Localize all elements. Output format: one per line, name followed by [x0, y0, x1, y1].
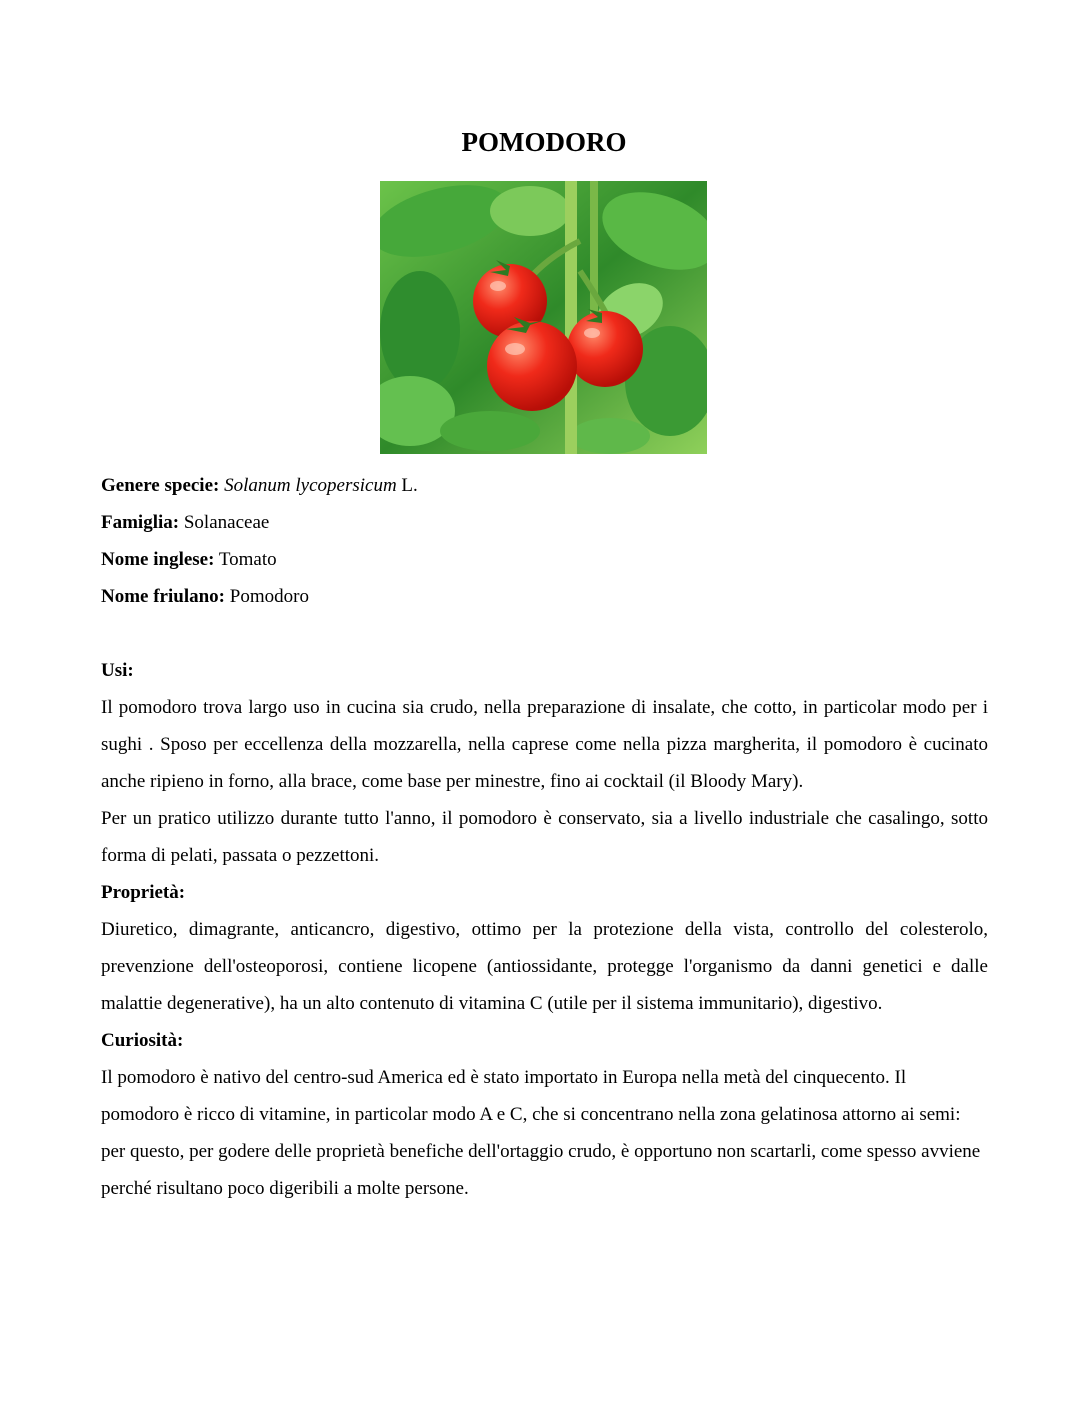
leaf: [440, 411, 540, 451]
curiosita-heading: Curiosità:: [101, 1030, 184, 1051]
highlight: [505, 343, 525, 355]
proprieta-paragraph: Diuretico, dimagrante, anticancro, digestivo, ottimo per la protezione della vista, controllo del colesterolo, prevenzione dell'osteoporosi, contiene licopene (antiossidante, protegge l'organismo da danni genetici e dalle malattie degenerative), ha un alto contenuto di vitamina C (utile per il sistema immunitario), digestivo.: [101, 919, 988, 1014]
leaf: [380, 271, 460, 391]
tomato: [487, 321, 577, 411]
proprieta-heading: Proprietà:: [101, 882, 186, 903]
highlight: [584, 328, 600, 338]
meta-friulano: Nome friulano: Pomodoro: [101, 586, 309, 607]
document-body: [101, 467, 988, 1207]
meta-famiglia: Famiglia: Solanaceae: [101, 512, 270, 533]
stem: [565, 181, 577, 454]
usi-paragraph-2: Per un pratico utilizzo durante tutto l'anno, il pomodoro è conservato, sia a livello industriale che casalingo, sotto forma di pelati, passata o pezzettoni.: [101, 808, 988, 866]
usi-heading: Usi:: [101, 660, 134, 681]
leaf: [570, 418, 650, 454]
tomato-plant-photo: [380, 181, 707, 454]
meta-genere: Genere specie: Solanum lycopersicum L.: [101, 475, 418, 496]
meta-inglese: Nome inglese: Tomato: [101, 549, 277, 570]
leaf: [490, 186, 570, 236]
curiosita-paragraph: Il pomodoro è nativo del centro-sud America ed è stato importato in Europa nella metà del cinquecento. Il pomodoro è ricco di vitamine, in particolar modo A e C, che si concentrano nella zona gelatinosa attorno ai semi: per questo, per godere delle proprietà benefiche dell'ortaggio crudo, è opportuno non scartarli, come spesso avviene perché risultano poco digeribili a molte persone.: [101, 1067, 981, 1199]
spacer: [101, 615, 988, 652]
usi-paragraph-1: Il pomodoro trova largo uso in cucina sia crudo, nella preparazione di insalate, che cotto, in particolar modo per i sughi . Sposo per eccellenza della mozzarella, nella caprese come nella pizza margherita, il pomodoro è cucinato anche ripieno in forno, alla brace, come base per minestre, fino ai cocktail (il Bloody Mary).: [101, 697, 988, 792]
highlight: [490, 281, 506, 291]
tomato: [567, 311, 643, 387]
page-title: POMODORO: [461, 127, 627, 157]
